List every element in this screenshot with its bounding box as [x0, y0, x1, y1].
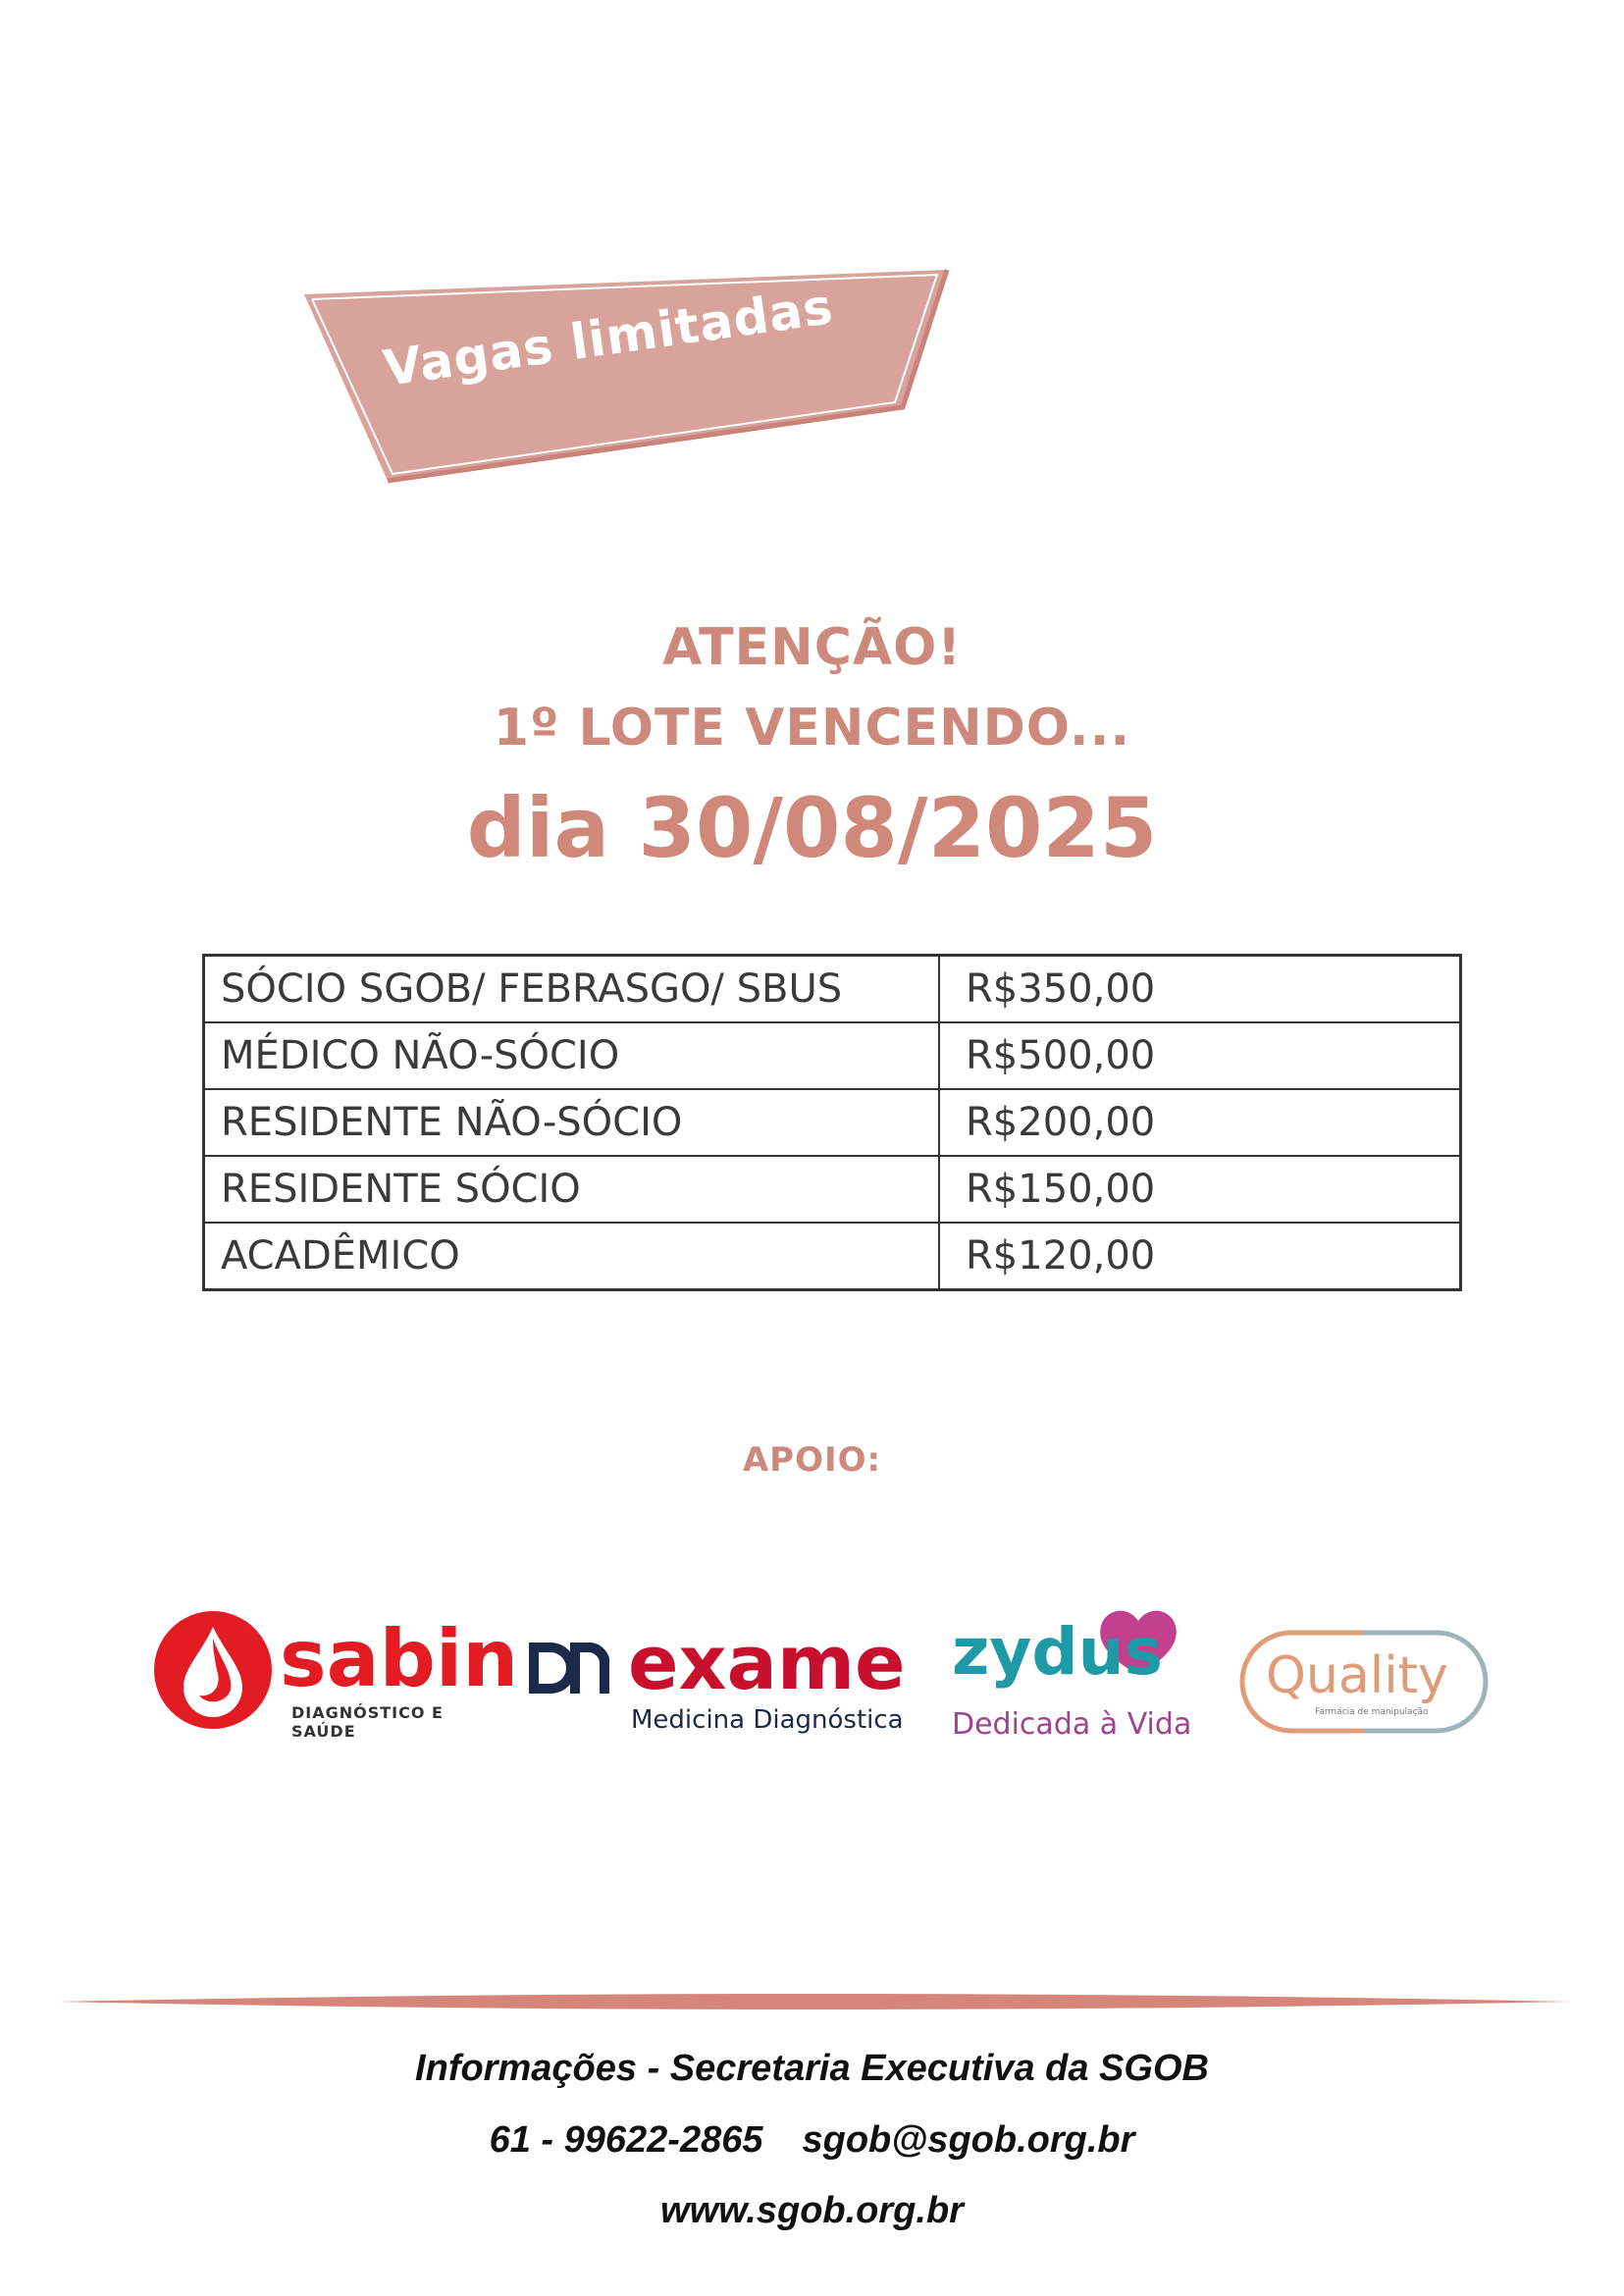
exame-name: exame [628, 1619, 906, 1706]
footer-email[interactable]: sgob@sgob.org.br [802, 2119, 1135, 2161]
currency-symbol: R$ [966, 966, 1019, 1012]
currency-symbol: R$ [966, 1233, 1019, 1278]
price-value: 200,00 [1018, 1100, 1156, 1145]
currency-symbol: R$ [966, 1167, 1019, 1212]
deadline-date: dia 30/08/2025 [466, 780, 1158, 876]
table-row [204, 1089, 1461, 1156]
currency-symbol: R$ [966, 1033, 1019, 1078]
table-row [204, 956, 1461, 1023]
price-cell [939, 1223, 1461, 1290]
category-cell: RESIDENTE SÓCIO [204, 1156, 940, 1223]
apoio-label: APOIO: [742, 1440, 882, 1480]
price-cell [939, 956, 1461, 1023]
currency-symbol: R$ [966, 1100, 1019, 1145]
price-value: 350,00 [1018, 966, 1156, 1012]
sabin-tagline: DIAGNÓSTICO E SAÚDE [291, 1703, 444, 1741]
footer-phone: 61 - 99622-2865 [489, 2119, 763, 2161]
category-cell: ACADÊMICO [204, 1223, 940, 1290]
category-cell: RESIDENTE NÃO-SÓCIO [204, 1089, 940, 1156]
footer-website[interactable]: www.sgob.org.br [660, 2190, 964, 2231]
lote-notice: 1º LOTE VENCENDO... [493, 699, 1131, 757]
price-value: 500,00 [1018, 1033, 1156, 1078]
table-row [204, 1022, 1461, 1089]
footer-divider [59, 1992, 1570, 2011]
table-row [204, 1156, 1461, 1223]
category-cell: MÉDICO NÃO-SÓCIO [204, 1022, 940, 1089]
price-cell [939, 1022, 1461, 1089]
price-value: 120,00 [1018, 1233, 1156, 1278]
quality-name: Quality [1266, 1646, 1448, 1705]
zydus-logo [947, 1609, 1192, 1756]
table-row [204, 1223, 1461, 1290]
exame-logo [525, 1619, 917, 1747]
footer-info: Informações - Secretaria Executiva da SGOB [415, 2048, 1209, 2089]
price-table [202, 954, 1462, 1291]
zydus-name: zydus [952, 1614, 1163, 1690]
sabin-drop-icon [152, 1609, 275, 1732]
sabin-logo [152, 1609, 519, 1741]
sabin-name: sabin [280, 1613, 519, 1704]
zydus-tagline: Dedicada à Vida [952, 1707, 1192, 1742]
attention-title: ATENÇÃO! [661, 618, 963, 677]
footer-contact [0, 2119, 1624, 2162]
category-cell: SÓCIO SGOB/ FEBRASGO/ SBUS [204, 956, 940, 1023]
exame-mark-icon [525, 1639, 613, 1697]
banner-text: Vagas limitadas [380, 278, 837, 397]
quality-logo [1236, 1627, 1492, 1740]
price-cell [939, 1089, 1461, 1156]
exame-tagline: Medicina Diagnóstica [631, 1705, 904, 1735]
price-cell [939, 1156, 1461, 1223]
price-value: 150,00 [1018, 1167, 1156, 1212]
quality-tagline: Farmácia de manipulação [1315, 1707, 1429, 1717]
